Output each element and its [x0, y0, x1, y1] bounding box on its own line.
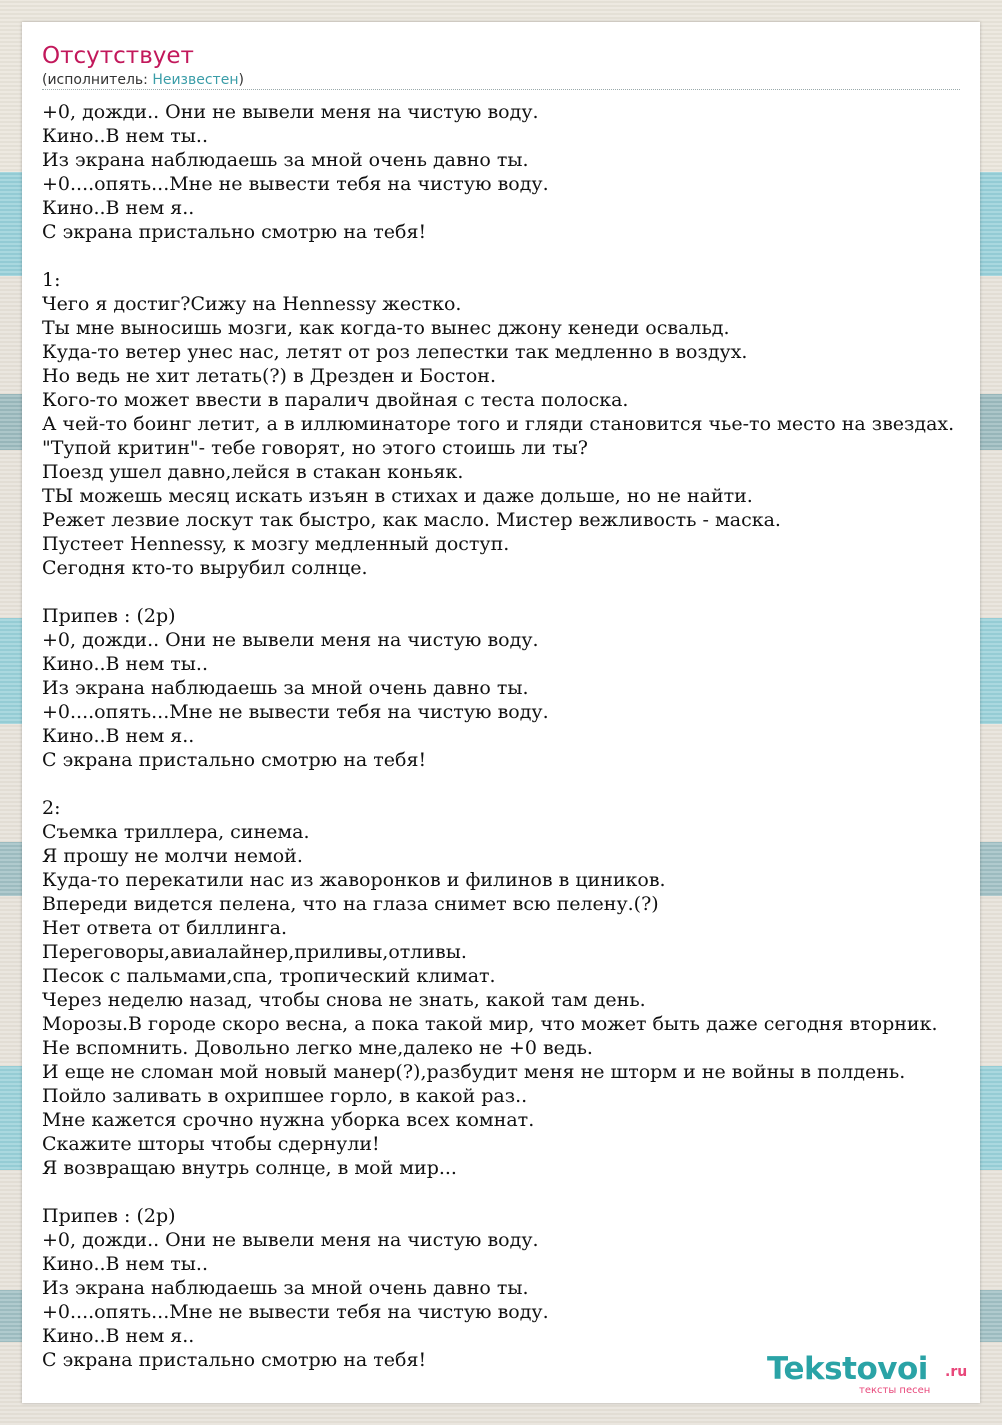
lyrics-text	[42, 100, 1002, 1372]
lyric-line: Мне кажется срочно нужна уборка всех комнат.	[42, 1109, 535, 1131]
lyric-line: +0, дожди.. Они не вывели меня на чистую воду.	[42, 1229, 539, 1251]
lyric-line	[42, 772, 1002, 796]
lyric-line: Куда-то ветер унес нас, летят от роз лепестки так медленно в воздух.	[42, 341, 748, 363]
lyric-line: ТЫ можешь месяц искать изъян в стихах и даже дольше, но не найти.	[42, 485, 753, 507]
lyric-line: Кино..В нем я..	[42, 1325, 195, 1347]
lyric-line: Скажите шторы чтобы сдернули!	[42, 1133, 380, 1155]
lyric-line	[42, 580, 1002, 604]
site-logo[interactable]	[767, 1351, 972, 1399]
lyric-line: С экрана пристально смотрю на тебя!	[42, 221, 427, 243]
lyric-line: Не вспомнить. Довольно легко мне,далеко не +0 ведь.	[42, 1037, 593, 1059]
title-divider	[42, 89, 960, 90]
artist-link[interactable]: Неизвестен	[152, 72, 239, 88]
lyric-line: Кого-то может ввести в паралич двойная с теста полоска.	[42, 389, 629, 411]
lyric-line: Ты мне выносишь мозги, как когда-то вынес джону кенеди освальд.	[42, 317, 730, 339]
song-title: Отсутствует	[42, 43, 194, 69]
lyric-line: Нет ответа от биллинга.	[42, 917, 288, 939]
lyric-line: Впереди видется пелена, что на глаза снимет всю пелену.(?)	[42, 893, 659, 915]
lyric-line: Режет лезвие лоскут так быстро, как масло. Мистер вежливость - маска.	[42, 509, 781, 531]
logo-tagline: тексты песен	[859, 1385, 931, 1396]
lyric-line: Пойло заливать в охрипшее горло, в какой раз..	[42, 1085, 528, 1107]
lyric-line: И еще не сломан мой новый манер(?),разбудит меня не шторм и не войны в полдень.	[42, 1061, 906, 1083]
lyric-line: +0, дожди.. Они не вывели меня на чистую воду.	[42, 101, 539, 123]
logo-wordmark: Tekstovoi	[767, 1351, 928, 1387]
lyric-line: 1:	[42, 269, 61, 291]
lyric-line: А чей-то боинг летит, а в иллюминаторе того и гляди становится чье-то место на звездах.	[42, 413, 955, 435]
lyric-line: Я возвращаю внутрь солнце, в мой мир...	[42, 1157, 457, 1179]
lyric-line: Пустеет Hennessy, к мозгу медленный доступ.	[42, 533, 510, 555]
lyric-line	[42, 1180, 1002, 1204]
lyric-line: +0....опять...Мне не вывести тебя на чистую воду.	[42, 173, 549, 195]
lyric-line: Сегодня кто-то вырубил солнце.	[42, 557, 368, 579]
lyric-line: Кино..В нем я..	[42, 197, 195, 219]
logo-domain: .ru	[945, 1364, 968, 1380]
lyric-line: Переговоры,авиалайнер,приливы,отливы.	[42, 941, 467, 963]
lyric-line: Но ведь не хит летать(?) в Дрезден и Бостон.	[42, 365, 497, 387]
artist-prefix: (исполнитель:	[42, 72, 153, 88]
lyric-line: Припев : (2р)	[42, 605, 176, 627]
lyric-line: С экрана пристально смотрю на тебя!	[42, 1349, 427, 1371]
lyric-line: +0....опять...Мне не вывести тебя на чистую воду.	[42, 1301, 549, 1323]
lyric-line: Я прошу не молчи немой.	[42, 845, 303, 867]
artist-suffix: )	[238, 72, 244, 88]
lyric-line: "Тупой критин"- тебе говорят, но этого стоишь ли ты?	[42, 437, 588, 459]
lyric-line: Припев : (2р)	[42, 1205, 176, 1227]
lyric-line: 2:	[42, 797, 61, 819]
lyrics-sheet	[22, 22, 980, 1403]
lyric-line: С экрана пристально смотрю на тебя!	[42, 749, 427, 771]
lyric-line: Из экрана наблюдаешь за мной очень давно ты.	[42, 149, 529, 171]
lyric-line: +0....опять...Мне не вывести тебя на чистую воду.	[42, 701, 549, 723]
lyric-line: Кино..В нем ты..	[42, 1253, 208, 1275]
lyric-line: Из экрана наблюдаешь за мной очень давно ты.	[42, 677, 529, 699]
lyric-line: Морозы.В городе скоро весна, а пока такой мир, что может быть даже сегодня вторник.	[42, 1013, 938, 1035]
lyric-line: Кино..В нем я..	[42, 725, 195, 747]
lyric-line: Из экрана наблюдаешь за мной очень давно ты.	[42, 1277, 529, 1299]
lyric-line: Поезд ушел давно,лейся в стакан коньяк.	[42, 461, 464, 483]
lyric-line: Через неделю назад, чтобы снова не знать, какой там день.	[42, 989, 646, 1011]
lyric-line: +0, дожди.. Они не вывели меня на чистую воду.	[42, 629, 539, 651]
lyric-line: Чего я достиг?Сижу на Hennessy жестко.	[42, 293, 462, 315]
lyric-line	[42, 244, 1002, 268]
artist-line	[42, 71, 244, 89]
lyric-line: Песок с пальмами,спа, тропический климат.	[42, 965, 496, 987]
lyric-line: Куда-то перекатили нас из жаворонков и филинов в циников.	[42, 869, 666, 891]
lyric-line: Съемка триллера, синема.	[42, 821, 310, 843]
lyric-line: Кино..В нем ты..	[42, 125, 208, 147]
lyric-line: Кино..В нем ты..	[42, 653, 208, 675]
